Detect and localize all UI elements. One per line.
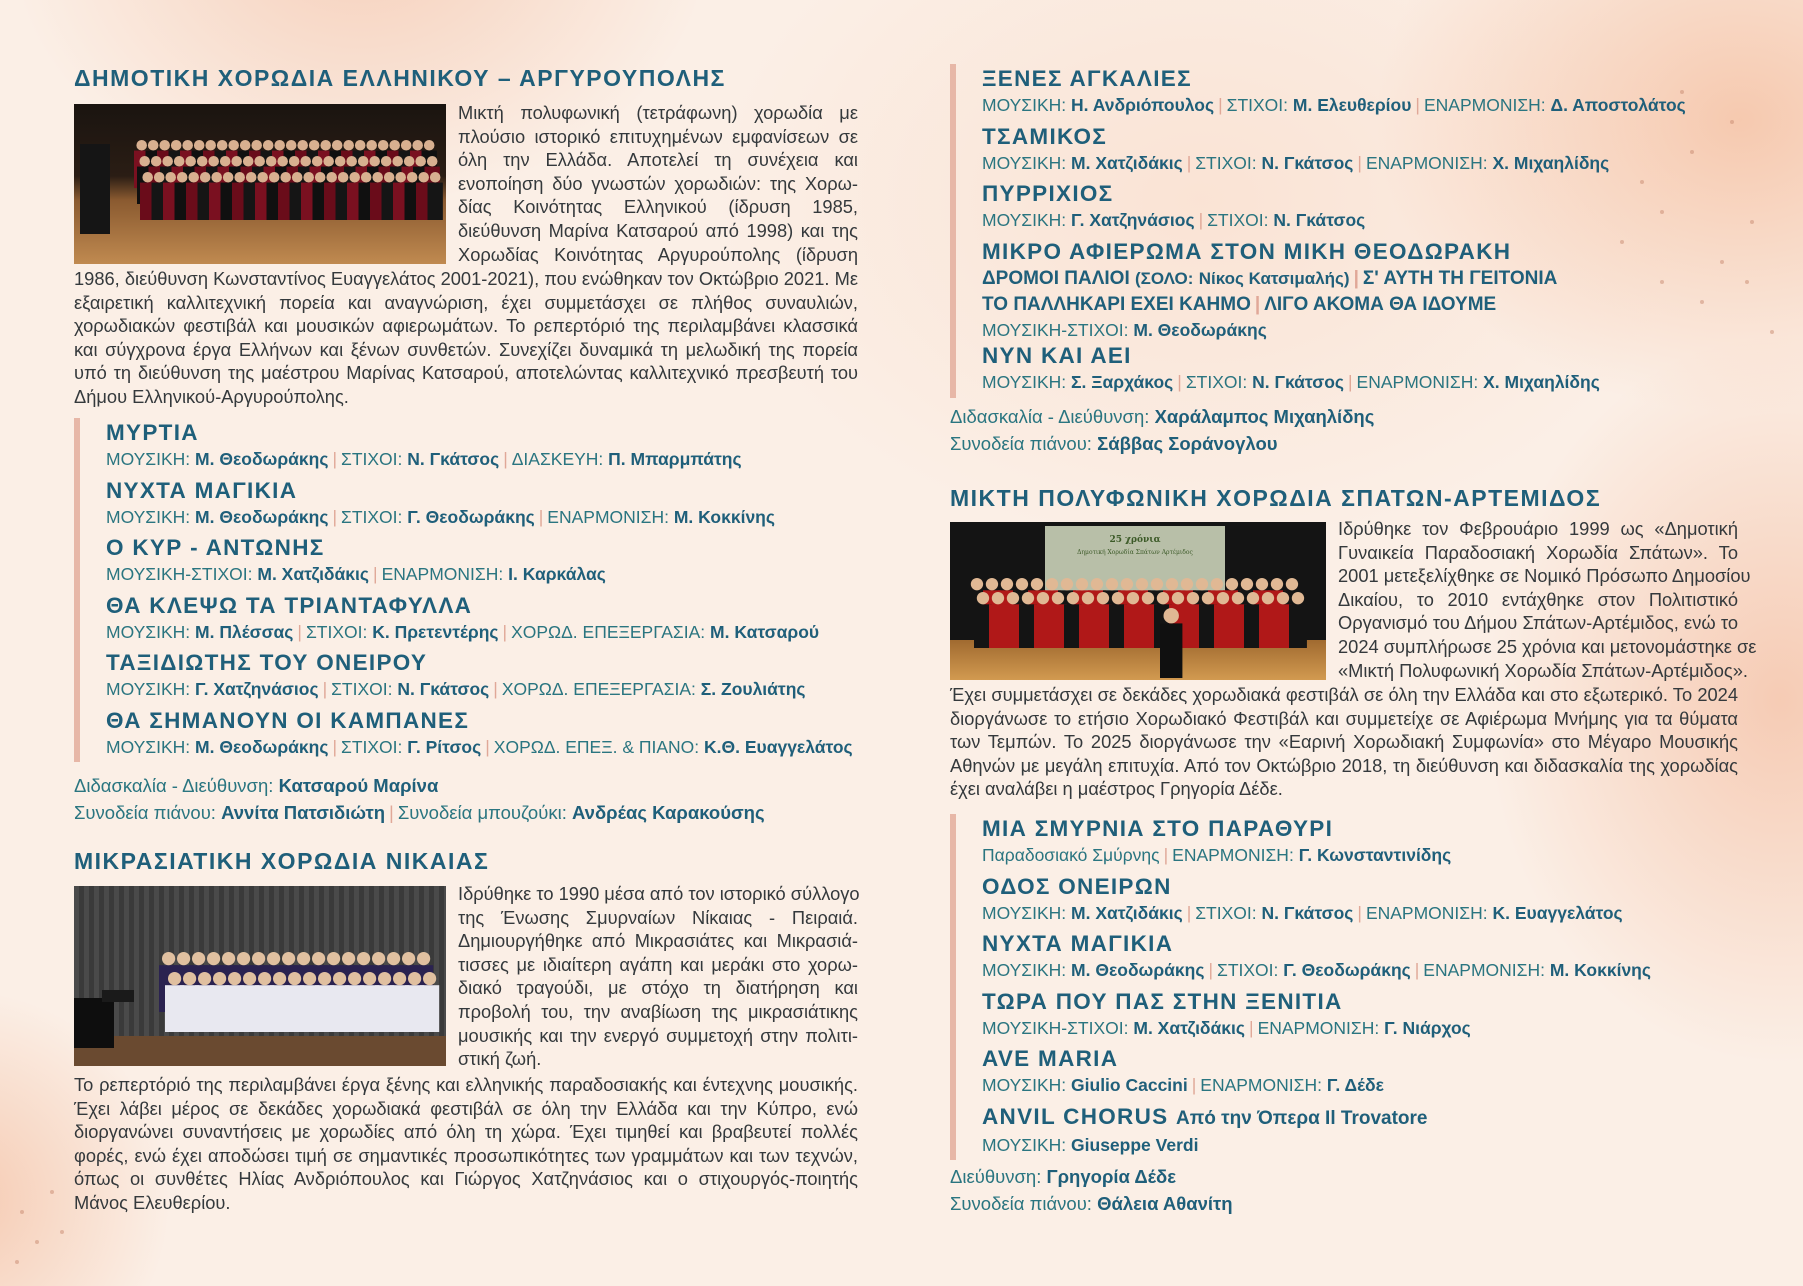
credit-label: ΧΟΡΩΔ. ΕΠΕΞΕΡΓΑΣΙΑ: [501, 679, 696, 700]
intro-line: Χορωδίας Κοινότητας Αργυρούπολης (ίδρυση [458, 243, 858, 265]
credit-name: Κ.Θ. Ευαγγελάτος [704, 736, 853, 757]
song-credits [982, 1016, 1651, 1040]
intro-line: τισσες με ιδιαίτερη αγάπη και μεράκι στο χορω- [458, 953, 858, 975]
song-credits [982, 958, 1651, 982]
credit-label: ΕΝΑΡΜΟΝΙΣΗ: [1257, 1017, 1380, 1038]
choir-b-direction [950, 403, 1374, 430]
separator: | [1357, 152, 1362, 173]
credit-label: ΣΤΙΧΟΙ: [1195, 152, 1257, 173]
credit-name: Γ. Νιάρχος [1384, 1017, 1471, 1038]
choir2-photo-image [74, 886, 446, 1066]
intro-line: Ιδρύθηκε τον Φεβρουάριο 1999 ως «Δημοτική [1338, 518, 1738, 539]
intro-line: «Μικτή Πολυφωνική Χορωδία Σπάτων-Αρτέμιδος». [1338, 659, 1748, 681]
credit-name: Μ. Χατζιδάκις [1133, 1017, 1246, 1038]
choir1-photo-image [74, 104, 446, 264]
intro-line: της Ένωσης Σμυρναίων Νίκαιας - Πειραιά. [458, 906, 858, 928]
separator: | [538, 506, 544, 527]
tribute-songs-line-1 [982, 266, 1686, 292]
song-credits [982, 843, 1651, 867]
credit-name: Γ. Θεοδωράκης [1283, 960, 1411, 981]
song-credits [106, 677, 853, 701]
credit-name: Ν. Γκάτσος [1261, 152, 1354, 173]
choir1-intro [458, 101, 858, 266]
anvil-title: ANVIL CHORUS [982, 1103, 1169, 1129]
separator: | [332, 506, 338, 527]
intro-line: 2024 συμπλήρωσε 25 χρόνια και μετονομάστηκε σε [1338, 635, 1757, 657]
song-credits [982, 93, 1686, 117]
credit-label: ΜΟΥΣΙΚΗ: [106, 679, 191, 700]
credit-name: Ν. Γκάτσος [1261, 902, 1354, 923]
choir-b-program [950, 64, 1686, 398]
piano-label: Συνοδεία πιάνου: [950, 433, 1092, 454]
piano-label: Συνοδεία πιάνου: [950, 1193, 1092, 1214]
credit-label: ΣΤΙΧΟΙ: [1207, 210, 1269, 231]
credit-label: ΜΟΥΣΙΚΗ: [982, 1134, 1067, 1155]
credit-name: Μ. Κοκκίνης [1549, 960, 1651, 981]
credit-name: Ι. Καρκάλας [508, 564, 606, 585]
choir-b-accompaniment [950, 430, 1278, 457]
choir2-description: Το ρεπερτόριό της περιλαμβάνει έργα ξένης και ελληνικής παραδοσιακής και έντεχνης μουσικής. Έχει λάβει μέρος σε δεκάδες χορωδιακά φεστιβάλ σε όλη την Ελλάδα και την Κύπρο, ενώ διοργανώνει συναντήσεις με χορωδίες από όλη τη χώρα. Έχει τιμηθεί και βραβευτεί πολλές φορές, ενώ έχει αποδώσει τιμή σε σημαντικές προσωπικότητες των γραμμάτων και των τεχνών, όπως οι συνθέτες Ηλίας Ανδριόπουλος και Γιώργος Χατζηνάσιος και ο στιχουργός-ποιητής Μάνος Ελευθερίου. [74, 1074, 858, 1213]
song-credits [106, 735, 853, 759]
credit-name: Γ. Κωνσταντινίδης [1298, 845, 1452, 865]
credit-name: Γ. Θεοδωράκης [407, 506, 535, 527]
credit-name: Χ. Μιχαηλίδης [1483, 371, 1600, 392]
credit-label: ΕΝΑΡΜΟΝΙΣΗ: [381, 564, 504, 585]
speckle [35, 1240, 39, 1244]
tribute-song: Σ' ΑΥΤΗ ΤΗ ΓΕΙΤΟΝΙΑ [1362, 267, 1558, 289]
speckle [1770, 330, 1774, 334]
direction-label: Διεύθυνση: [950, 1166, 1042, 1187]
credit-label: Παραδοσιακό Σμύρνης [982, 845, 1160, 865]
separator: | [322, 679, 328, 700]
credit-label: ΕΝΑΡΜΟΝΙΣΗ: [1356, 371, 1479, 392]
song [982, 814, 1651, 872]
speckle [1620, 240, 1624, 244]
credit-name: Κ. Πρετεντέρης [372, 621, 499, 642]
credit-name: Μ. Χατζιδάκις [1071, 902, 1183, 923]
credit-label: ΧΟΡΩΔ. ΕΠΕΞ. & ΠΙΑΝΟ: [493, 736, 700, 757]
credit-label: ΕΝΑΡΜΟΝΙΣΗ: [1423, 960, 1545, 981]
song [982, 64, 1686, 122]
separator: | [1414, 960, 1420, 981]
piano-name: Σάββας Σοράνογλου [1097, 433, 1278, 454]
credit-label: ΜΟΥΣΙΚΗ: [982, 152, 1067, 173]
credit-name: Μ. Χατζιδάκις [257, 564, 370, 585]
separator: | [1353, 267, 1359, 289]
intro-line: μουσικής και την ενεργό συμμετοχή στην πολιτι- [458, 1024, 858, 1046]
tribute-title: ΜΙΚΡΟ ΑΦΙΕΡΩΜΑ ΣΤΟΝ ΜΙΚΗ ΘΕΟΔΩΡΑΚΗ [982, 238, 1512, 264]
banner-subtext: Δημοτική Χορωδία Σπάτων Αρτέμιδος [1077, 549, 1193, 556]
credit-name: Π. Μπαρμπάτης [608, 449, 742, 469]
credit-label: ΣΤΙΧΟΙ: [341, 506, 403, 527]
speckle [1700, 300, 1704, 304]
song [982, 122, 1686, 180]
direction-name: Κατσαρού Μαρίνα [278, 775, 439, 796]
credit-name: Μ. Θεοδωράκης [195, 449, 329, 469]
song [106, 418, 853, 476]
credit-name: Ν. Γκάτσος [1273, 210, 1366, 231]
credit-name: Μ. Θεοδωράκης [195, 736, 329, 757]
credit-label: ΜΟΥΣΙΚΗ: [982, 210, 1067, 231]
anvil-subtitle: Από την Όπερα Il Trovatore [1176, 1107, 1428, 1129]
separator: | [493, 679, 498, 700]
separator: | [1186, 902, 1192, 923]
song-credits [982, 901, 1651, 925]
song-title: ΞΕΝΕΣ ΑΓΚΑΛΙΕΣ [982, 66, 1192, 91]
choir1-photo [74, 104, 446, 264]
separator: | [332, 449, 338, 469]
direction-label: Διδασκαλία - Διεύθυνση: [74, 775, 274, 796]
credit-label: ΣΤΙΧΟΙ: [1185, 371, 1248, 392]
speckle [1745, 280, 1749, 284]
separator: | [1191, 1075, 1197, 1096]
speckle [1660, 210, 1664, 214]
tribute-song: ΛΙΓΟ ΑΚΟΜΑ ΘΑ ΙΔΟΥΜΕ [1264, 293, 1497, 315]
song-credits [106, 505, 853, 529]
choir3-photo-image [950, 522, 1326, 680]
separator: | [1254, 293, 1261, 315]
credit-name: Ν. Γκάτσος [407, 449, 500, 469]
credit-name: Giulio Caccini [1071, 1075, 1188, 1096]
speckle [20, 1210, 24, 1214]
intro-line: στική ζωή. [458, 1048, 542, 1070]
song-anvil [982, 1102, 1651, 1160]
song [982, 872, 1651, 930]
credit-name: Σ. Ζουλιάτης [700, 679, 806, 700]
credit-label: ΜΟΥΣΙΚΗ: [982, 371, 1067, 392]
separator: | [502, 621, 508, 642]
direction-name: Γρηγορία Δέδε [1046, 1166, 1176, 1187]
speckle [1680, 90, 1684, 94]
intro-line: Ιδρύθηκε το 1990 μέσα από τον ιστορικό σύλλογο [458, 883, 860, 904]
credit-label: ΜΟΥΣΙΚΗ-ΣΤΙΧΟΙ: [106, 564, 253, 585]
credit-name: Μ. Πλέσσας [195, 621, 294, 642]
credit-name: Κ. Ευαγγελάτος [1492, 902, 1623, 923]
choir1-program [74, 418, 853, 762]
choir3-accompaniment [950, 1190, 1233, 1217]
credit-label: ΜΟΥΣΙΚΗ: [106, 449, 191, 469]
song-title: Ο ΚΥΡ - ΑΝΤΩΝΗΣ [106, 535, 325, 561]
intro-line: πλούσιο ιστορικό επιτυχημένων εμφανίσεων σε [458, 125, 858, 147]
credit-name: Χ. Μιχαηλίδης [1492, 152, 1610, 173]
credit-label: ΜΟΥΣΙΚΗ: [106, 736, 191, 757]
separator: | [1186, 152, 1192, 173]
speckle [1690, 150, 1694, 154]
tribute-song: ΔΡΟΜΟΙ ΠΑΛΙΟΙ [982, 267, 1130, 289]
choir1-accompaniment [74, 799, 765, 826]
credit-label: ΜΟΥΣΙΚΗ: [982, 95, 1067, 115]
credit-label: ΕΝΑΡΜΟΝΙΣΗ: [547, 506, 669, 527]
song-credits [106, 447, 853, 471]
separator: | [1163, 845, 1169, 865]
credit-name: Giuseppe Verdi [1071, 1134, 1199, 1155]
credit-label: ΕΝΑΡΜΟΝΙΣΗ: [1365, 902, 1488, 923]
credit-label: ΕΝΑΡΜΟΝΙΣΗ: [1200, 1075, 1322, 1096]
intro-line: διεύθυνση Μαρίνα Κατσαρού από 1998) και της [458, 219, 858, 241]
speckle [50, 1190, 54, 1194]
song-title: ΝΥΝ ΚΑΙ ΑΕΙ [982, 342, 1132, 368]
credit-label: ΜΟΥΣΙΚΗ: [982, 1075, 1067, 1096]
intro-line: Δημιουργήθηκε από Μικρασιάτες και Μικρασιά- [458, 930, 858, 952]
choir2-photo [74, 886, 446, 1066]
speckle [60, 1230, 64, 1234]
choir3-photo [950, 522, 1326, 680]
song [106, 533, 853, 591]
intro-line: προβολή του, την αναβίωση της μικρασιάτικης [458, 1000, 858, 1022]
intro-line: Οργανισμό του Δήμου Σπάτων-Αρτέμιδος, ενώ το [1338, 612, 1738, 634]
song-title: ΘΑ ΚΛΕΨΩ ΤΑ ΤΡΙΑΝΤΑΦΥΛΛΑ [106, 592, 473, 618]
intro-line: Γυναικεία Παραδοσιακή Χορωδία Σπάτων». Το [1338, 541, 1738, 563]
song-title: ΜΥΡΤΙΑ [106, 420, 199, 445]
intro-line: όλη την Ελλάδα. Αποτελεί τη συνέχεια και [458, 149, 858, 171]
song-credits [106, 562, 853, 586]
speckle [15, 1260, 19, 1264]
separator: | [1208, 960, 1214, 981]
song-title: ΤΣΑΜΙΚΟΣ [982, 123, 1108, 149]
choir2-intro [458, 882, 858, 1071]
tribute-block [982, 237, 1686, 341]
piano-label: Συνοδεία πιάνου: [74, 802, 216, 823]
separator: | [389, 802, 394, 823]
choir3-intro [1338, 517, 1757, 682]
separator: | [373, 564, 378, 585]
choir3-description: Έχει συμμετάσχει σε δεκάδες χορωδιακά φεστιβάλ σε όλη την Ελλάδα και στο εξωτερικό. Το 2024 διοργάνωσε το ετήσιο Χορωδιακό Φεστιβάλ και συμμετείχε σε Αφιέρωμα Μνήμης για τα θύματα των Τεμπών. Το 2025 διοργάνωσε την «Εαρινή Χορωδιακή Συμφωνία» στο Μέγαρο Μουσικής Αθηνών με μεγάλη επιτυχία. Από τον Οκτώβριο 2018, τη διεύθυνση και διδασκαλία της χορωδίας έχει αναλάβει η μαέστρος Γρηγορία Δέδε. [950, 684, 1738, 800]
song-title: ΜΙΑ ΣΜΥΡΝΙΑ ΣΤΟ ΠΑΡΑΘΥΡΙ [982, 816, 1334, 841]
choir2-title: ΜΙΚΡΑΣΙΑΤΙΚΗ ΧΟΡΩΔΙΑ ΝΙΚΑΙΑΣ [74, 848, 490, 874]
credit-name: Γ. Ρίτσος [407, 736, 482, 757]
separator: | [1415, 95, 1420, 115]
speckle [1750, 220, 1754, 224]
speckle [1640, 180, 1644, 184]
credit-label: ΕΝΑΡΜΟΝΙΣΗ: [1172, 845, 1294, 865]
piano-name: Αννίτα Πατσιδιώτη [221, 802, 386, 823]
song [106, 648, 853, 706]
credit-label: ΔΙΑΣΚΕΥΗ: [511, 449, 604, 469]
tribute-song: ΤΟ ΠΑΛΛΗΚΑΡΙ ΕΧΕΙ ΚΑΗΜΟ [982, 293, 1251, 315]
credit-label: ΕΝΑΡΜΟΝΙΣΗ: [1365, 152, 1488, 173]
credit-name: Μ. Ελευθερίου [1292, 95, 1412, 115]
speckle [1660, 280, 1664, 284]
song-credits [982, 208, 1686, 232]
credit-name: Ν. Γκάτσος [1252, 371, 1344, 392]
banner-text: 25 χρόνια [1109, 535, 1161, 545]
song-title: ΝΥΧΤΑ ΜΑΓΙΚΙΑ [106, 477, 298, 503]
song-title: ΠΥΡΡΙΧΙΟΣ [982, 181, 1114, 207]
separator: | [485, 736, 490, 757]
intro-line: Μικτή πολυφωνική (τετράφωνη) χορωδία με [458, 102, 858, 123]
tribute-songs-line-2 [982, 292, 1686, 318]
credit-name: Μ. Κατσαρού [710, 621, 820, 642]
credit-name: Γ. Χατζηνάσιος [195, 679, 319, 700]
intro-line: Δικαίου, το 2010 εντάχθηκε στον Πολιτιστικό [1338, 588, 1738, 610]
choir1-description: 1986, διεύθυνση Κωνσταντίνος Ευαγγελάτος 2001-2021), που ενώθηκαν τον Οκτώβριο 2021. Με εξαιρετική καλλιτεχνική πορεία και αναγνώριση, έχει συμμετάσχει σε πλήθος συναυλιών, χορωδιακών φεστιβάλ και μουσικών αφιερωμάτων. Το ρεπερτόριό της περιλαμβάνει κλασσικά και σύγχρονα έργα Ελλήνων και ξένων συνθετών. Συνεχίζει δυναμικά τη μελωδική της πορεία υπό τη διεύθυνση της μαέστρου Μαρίνας Κατσαρού, αποτελώντας καλλιτεχνικό πρεσβευτή του Δήμου Ελληνικού-Αργυρούπολης. [74, 268, 858, 407]
choir1-title: ΔΗΜΟΤΙΚΗ ΧΟΡΩΔΙΑ ΕΛΛΗΝΙΚΟΥ – ΑΡΓΥΡΟΥΠΟΛΗΣ [74, 65, 726, 91]
credit-label: ΣΤΙΧΟΙ: [341, 736, 403, 757]
intro-line: ενοποίηση δύο γνωστών χορωδιών: της Χορω- [458, 172, 858, 194]
credit-label: ΣΤΙΧΟΙ: [341, 449, 403, 469]
credit-label: ΣΤΙΧΟΙ: [1195, 902, 1257, 923]
credit-label: ΜΟΥΣΙΚΗ: [982, 902, 1067, 923]
song-credits [982, 1073, 1651, 1097]
intro-line: διακό τραγούδι, με στόχο τη διατήρηση και [458, 977, 858, 999]
song-credits [982, 151, 1686, 175]
intro-line: 2001 μετεξελίχθηκε σε Νομικό Πρόσωπο Δημοσίου [1338, 565, 1751, 587]
credit-name: Δ. Αποστολάτος [1550, 95, 1686, 115]
bouzouki-name: Ανδρέας Καρακούσης [571, 802, 765, 823]
choir3-program [950, 814, 1651, 1160]
credit-label: ΜΟΥΣΙΚΗ: [106, 506, 191, 527]
song-title: AVE MARIA [982, 1046, 1119, 1072]
credit-label: ΜΟΥΣΙΚΗ-ΣΤΙΧΟΙ: [982, 1017, 1129, 1038]
song-credits [106, 620, 853, 644]
credit-label: ΣΤΙΧΟΙ: [1226, 95, 1289, 115]
song [982, 929, 1651, 987]
separator: | [1218, 95, 1223, 115]
song [982, 179, 1686, 237]
separator: | [1357, 902, 1362, 923]
credit-name: Μ. Χατζιδάκις [1071, 152, 1183, 173]
credit-name: Γ. Δέδε [1326, 1075, 1384, 1096]
song-title: ΤΑΞΙΔΙΩΤΗΣ ΤΟΥ ΟΝΕΙΡΟΥ [106, 650, 428, 676]
credit-name: Μ. Θεοδωράκης [1071, 960, 1205, 981]
song-title: ΤΩΡΑ ΠΟΥ ΠΑΣ ΣΤΗΝ ΞΕΝΙΤΙΑ [982, 988, 1343, 1014]
song [106, 476, 853, 534]
credit-name: Η. Ανδριόπουλος [1071, 95, 1215, 115]
credit-label: ΜΟΥΣΙΚΗ: [982, 960, 1067, 981]
tribute-credits [982, 318, 1686, 342]
credit-name: Μ. Θεοδωράκης [1133, 319, 1267, 340]
separator: | [1177, 371, 1182, 392]
credit-name: Σ. Ξαρχάκος [1071, 371, 1174, 392]
choir1-direction [74, 772, 438, 799]
credit-label: ΜΟΥΣΙΚΗ: [106, 621, 191, 642]
speckle [1730, 120, 1734, 124]
solo-name: Νίκος Κατσιμαλής) [1198, 268, 1350, 288]
credit-name: Μ. Κοκκίνης [673, 506, 775, 527]
song [982, 987, 1651, 1045]
credit-label: ΣΤΙΧΟΙ: [1217, 960, 1279, 981]
song [982, 341, 1686, 399]
direction-label: Διδασκαλία - Διεύθυνση: [950, 406, 1150, 427]
separator: | [1249, 1017, 1254, 1038]
separator: | [1348, 371, 1353, 392]
solo-label: (ΣΟΛΟ: [1135, 268, 1194, 288]
credit-label: ΣΤΙΧΟΙ: [331, 679, 393, 700]
song-title: ΝΥΧΤΑ ΜΑΓΙΚΙΑ [982, 931, 1174, 957]
piano-name: Θάλεια Αθανίτη [1097, 1193, 1233, 1214]
separator: | [332, 736, 338, 757]
credit-name: Ν. Γκάτσος [397, 679, 490, 700]
credit-name: Μ. Θεοδωράκης [195, 506, 329, 527]
song [106, 706, 853, 764]
song-title: ΘΑ ΣΗΜΑΝΟΥΝ ΟΙ ΚΑΜΠΑΝΕΣ [106, 707, 470, 733]
song [106, 591, 853, 649]
song-credits [982, 1133, 1651, 1157]
separator: | [1198, 210, 1204, 231]
credit-name: Γ. Χατζηνάσιος [1071, 210, 1195, 231]
credit-label: ΜΟΥΣΙΚΗ-ΣΤΙΧΟΙ: [982, 319, 1129, 340]
choir3-direction [950, 1163, 1176, 1190]
speckle [1720, 260, 1724, 264]
song-credits [982, 370, 1686, 394]
intro-line: δίας Κοινότητας Ελληνικού (ίδρυση 1985, [458, 196, 858, 218]
direction-name: Χαράλαμπος Μιχαηλίδης [1154, 406, 1375, 427]
bouzouki-label: Συνοδεία μπουζούκι: [397, 802, 567, 823]
separator: | [503, 449, 508, 469]
song-title [982, 1102, 1651, 1133]
song [982, 1044, 1651, 1102]
song-title: ΟΔΟΣ ΟΝΕΙΡΩΝ [982, 873, 1172, 899]
choir3-title: ΜΙΚΤΗ ΠΟΛΥΦΩΝΙΚΗ ΧΟΡΩΔΙΑ ΣΠΑΤΩΝ-ΑΡΤΕΜΙΔΟΣ [950, 485, 1602, 511]
credit-label: ΧΟΡΩΔ. ΕΠΕΞΕΡΓΑΣΙΑ: [511, 621, 706, 642]
credit-label: ΣΤΙΧΟΙ: [305, 621, 368, 642]
credit-label: ΕΝΑΡΜΟΝΙΣΗ: [1423, 95, 1546, 115]
separator: | [297, 621, 302, 642]
